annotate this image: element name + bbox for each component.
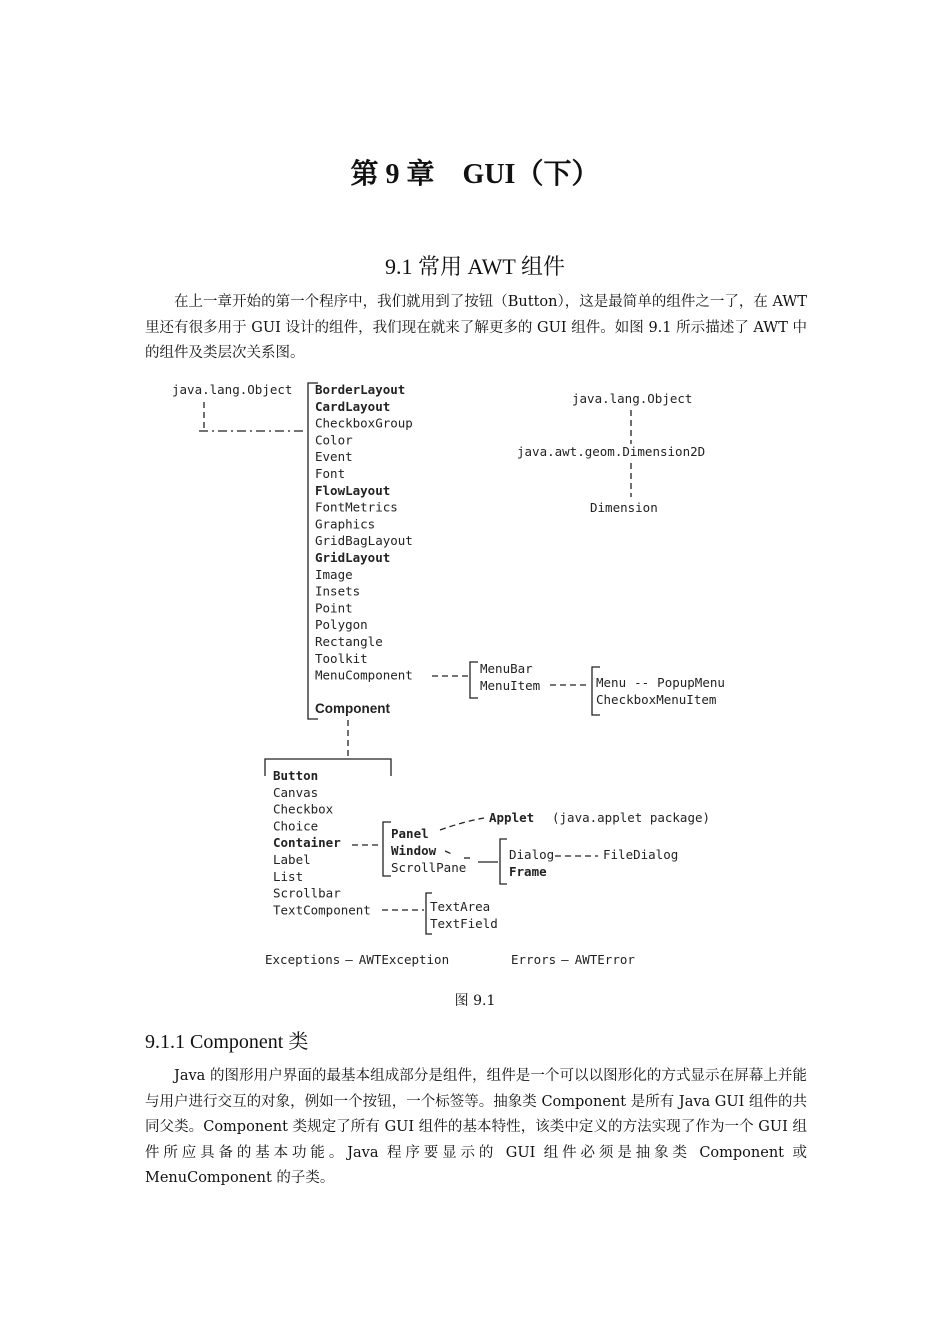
object-child-class: FlowLayout bbox=[315, 482, 391, 498]
chapter-title: 第 9 章 GUI（下） bbox=[350, 159, 600, 190]
component-child-class: Checkbox bbox=[273, 801, 334, 817]
component-child-class: Choice bbox=[273, 818, 319, 834]
object-child-class: GridBagLayout bbox=[315, 533, 413, 549]
component-child-class: Canvas bbox=[273, 784, 319, 800]
object-child-class: Image bbox=[315, 566, 353, 582]
menuitem-class: MenuItem bbox=[480, 678, 541, 693]
body-paragraph-text: Java 的图形用户界面的最基本组成部分是组件，组件是一个可以以图形化的方式显示在屏幕上并能与用户进行交互的对象，例如一个按钮，一个标签等。抽象类 Component 是所有 Java GUI 组件的共同父类。Component 类规定了所有 GUI 组件的基本特性，该类中定义的方法实现了作为一个 GUI 组件所应具备的基本功能。Java 程序要显示的 GUI 组件必须是抽象类 Component 或 MenuComponent 的子类。 bbox=[145, 1068, 807, 1186]
object-children-list bbox=[315, 382, 413, 683]
errors-line: Errors – AWTError bbox=[511, 952, 635, 967]
component-child-class: Label bbox=[273, 852, 311, 867]
subsection-title: 9.1.1 Component 类 bbox=[145, 1031, 309, 1053]
intro-paragraph bbox=[145, 290, 807, 367]
exceptions-line: Exceptions – AWTException bbox=[265, 952, 450, 967]
object-child-class: Event bbox=[315, 449, 353, 465]
dimension2d-class: java.awt.geom.Dimension2D bbox=[517, 444, 706, 459]
object-child-class: BorderLayout bbox=[315, 382, 406, 397]
window-children-bracket bbox=[500, 839, 507, 884]
applet-class: Applet bbox=[489, 810, 535, 825]
object-child-class: Point bbox=[315, 600, 353, 616]
panel-applet-connector bbox=[440, 818, 484, 830]
object-child-class: Polygon bbox=[315, 617, 368, 633]
object-child-class: MenuComponent bbox=[315, 667, 413, 683]
component-class: Component bbox=[315, 701, 390, 716]
menu-class: Menu -- PopupMenu bbox=[596, 675, 725, 690]
dialog-class: Dialog bbox=[509, 847, 555, 862]
awt-class-hierarchy-diagram bbox=[0, 370, 950, 980]
section-title: 9.1 常用 AWT 组件 bbox=[385, 254, 565, 279]
window-class: Window bbox=[391, 843, 437, 858]
object-child-class: Graphics bbox=[315, 516, 376, 532]
intro-paragraph-text: 在上一章开始的第一个程序中，我们就用到了按钮（Button），这是最简单的组件之一了，在 AWT 里还有很多用于 GUI 设计的组件，我们现在就来了解更多的 GUI 组件。如图 9.1 所示描述了 AWT 中的组件及类层次关系图。 bbox=[145, 294, 807, 361]
component-child-class: Button bbox=[273, 768, 319, 783]
textarea-class: TextArea bbox=[430, 899, 491, 914]
root-object-right: java.lang.Object bbox=[572, 391, 693, 406]
checkboxmenuitem-class: CheckboxMenuItem bbox=[596, 692, 717, 707]
component-child-class: Scrollbar bbox=[273, 885, 341, 901]
object-child-class: Toolkit bbox=[315, 650, 368, 666]
frame-class: Frame bbox=[509, 864, 547, 879]
object-child-class: FontMetrics bbox=[315, 499, 398, 515]
window-connector-a bbox=[445, 851, 454, 855]
object-child-class: Rectangle bbox=[315, 634, 383, 649]
object-child-class: Insets bbox=[315, 583, 361, 599]
component-children-list bbox=[273, 768, 371, 917]
scrollpane-class: ScrollPane bbox=[391, 860, 467, 875]
object-child-class: GridLayout bbox=[315, 550, 391, 565]
component-child-class: List bbox=[273, 868, 304, 884]
textfield-class: TextField bbox=[430, 916, 498, 931]
object-child-class: Color bbox=[315, 432, 353, 448]
dimension-class: Dimension bbox=[590, 500, 658, 515]
menu-children-bracket bbox=[470, 662, 478, 698]
body-paragraph bbox=[145, 1064, 807, 1192]
object-child-class: Font bbox=[315, 466, 346, 481]
component-child-class: Container bbox=[273, 835, 341, 851]
object-child-class: CheckboxGroup bbox=[315, 415, 413, 431]
root-object-left: java.lang.Object bbox=[172, 382, 293, 397]
menubar-class: MenuBar bbox=[480, 661, 533, 676]
figure-caption: 图 9.1 bbox=[454, 993, 496, 1009]
panel-class: Panel bbox=[391, 826, 429, 841]
applet-package-note: (java.applet package) bbox=[552, 810, 711, 825]
component-child-class: TextComponent bbox=[273, 902, 371, 918]
container-children-bracket bbox=[383, 822, 391, 876]
object-child-class: CardLayout bbox=[315, 398, 391, 414]
filedialog-class: FileDialog bbox=[603, 847, 679, 862]
